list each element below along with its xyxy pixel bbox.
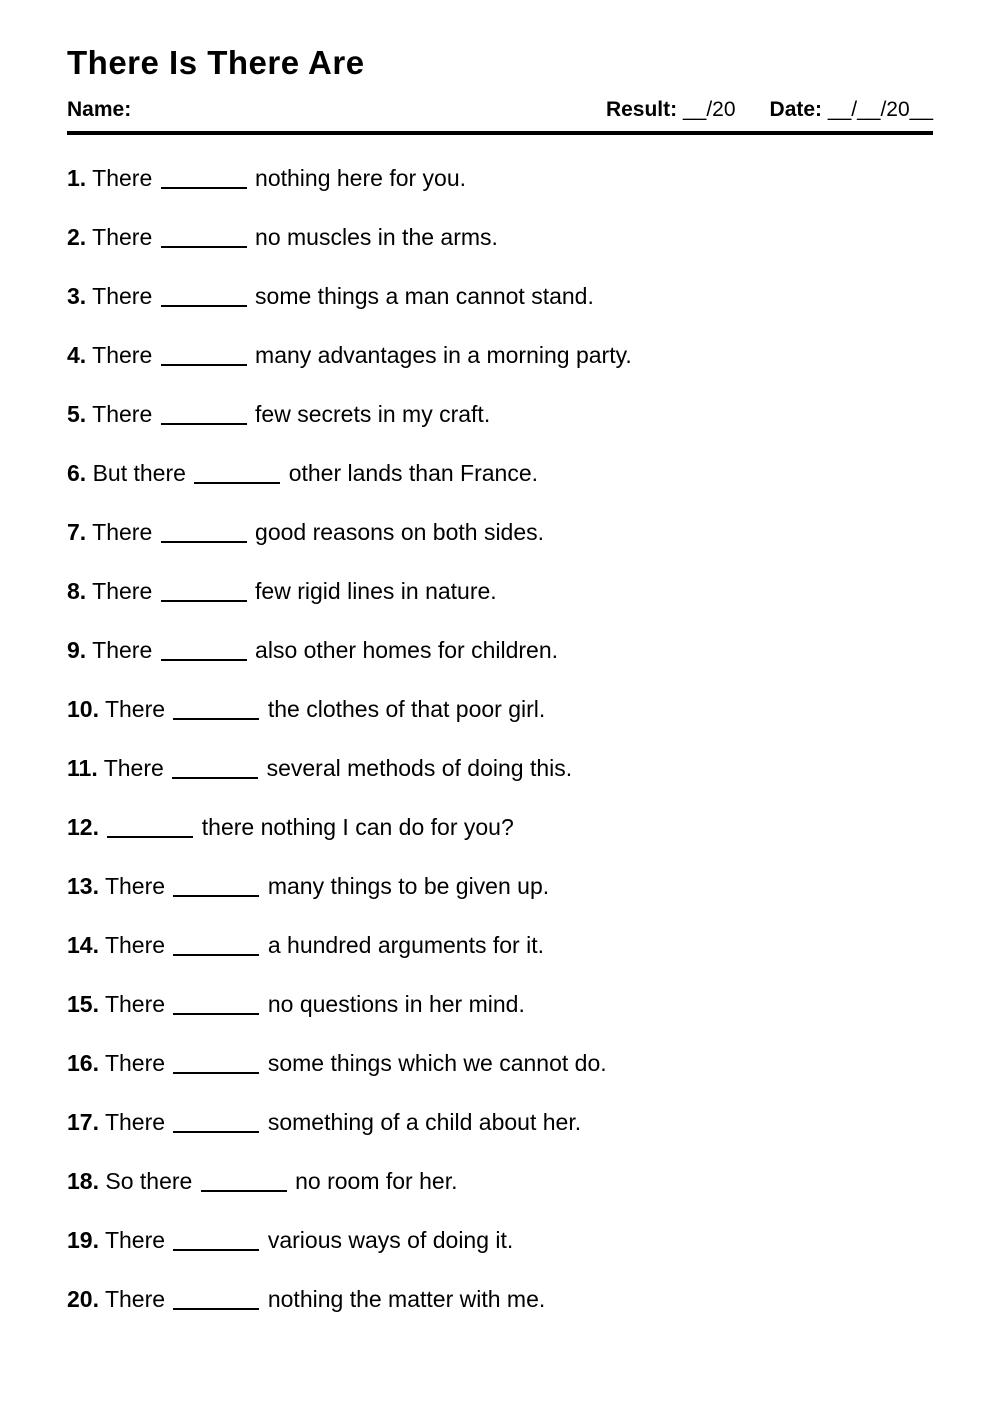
item-text-before: There: [104, 991, 166, 1017]
item-text-after: the clothes of that poor girl.: [267, 696, 546, 722]
exercise-item: [67, 579, 933, 603]
answer-blank[interactable]: [173, 877, 259, 897]
item-text-after: several methods of doing this.: [266, 755, 573, 781]
item-text-before: But there: [92, 460, 186, 486]
answer-blank[interactable]: [173, 1290, 259, 1310]
answer-blank[interactable]: [173, 995, 259, 1015]
item-text-before: There: [104, 932, 166, 958]
item-text-after: there nothing I can do for you?: [201, 814, 514, 840]
exercise-item: [67, 992, 933, 1016]
header-meta-right: [606, 98, 933, 122]
item-text-before: There: [103, 755, 164, 781]
item-text-after: also other homes for children.: [255, 637, 559, 663]
item-number: 2.: [67, 224, 87, 250]
result-label: Result:: [605, 98, 678, 121]
exercise-item: [67, 638, 933, 662]
item-text-after: nothing here for you.: [255, 165, 467, 191]
item-number: 7.: [67, 519, 87, 545]
item-text-before: There: [104, 696, 166, 722]
item-text-after: nothing the matter with me.: [267, 1286, 546, 1312]
item-text-after: few secrets in my craft.: [255, 401, 491, 427]
item-text-after: no muscles in the arms.: [255, 224, 498, 250]
exercise-item: [67, 343, 933, 367]
exercise-item: [67, 1110, 933, 1134]
item-number: 10.: [67, 696, 99, 722]
item-number: 6.: [67, 460, 87, 486]
item-number: 15.: [67, 991, 99, 1017]
header-meta-row: [67, 98, 933, 135]
item-number: 18.: [67, 1168, 99, 1194]
item-number: 11.: [67, 755, 98, 781]
date-label: Date:: [769, 98, 823, 121]
item-text-before: There: [92, 283, 153, 309]
exercise-item: [67, 815, 933, 839]
exercise-item: [67, 520, 933, 544]
answer-blank[interactable]: [161, 405, 247, 425]
item-number: 16.: [67, 1050, 99, 1076]
exercise-item: [67, 166, 933, 190]
item-number: 13.: [67, 873, 99, 899]
answer-blank[interactable]: [194, 464, 280, 484]
answer-blank[interactable]: [161, 346, 247, 366]
item-text-before: There: [104, 1227, 166, 1253]
item-text-after: something of a child about her.: [267, 1109, 582, 1135]
item-text-before: So there: [105, 1168, 193, 1194]
exercise-item: [67, 1051, 933, 1075]
item-text-after: many advantages in a morning party.: [255, 342, 632, 368]
item-number: 20.: [67, 1286, 99, 1312]
exercise-item: [67, 284, 933, 308]
answer-blank[interactable]: [172, 759, 258, 779]
item-text-before: There: [92, 342, 153, 368]
answer-blank[interactable]: [161, 287, 247, 307]
result-field: [606, 98, 736, 122]
item-number: 4.: [67, 342, 87, 368]
item-number: 1.: [67, 165, 87, 191]
item-number: 8.: [67, 578, 87, 604]
item-text-after: good reasons on both sides.: [255, 519, 545, 545]
item-number: 5.: [67, 401, 87, 427]
answer-blank[interactable]: [161, 582, 247, 602]
item-text-after: no room for her.: [295, 1168, 458, 1194]
item-text-before: There: [92, 165, 153, 191]
item-number: 17.: [67, 1109, 99, 1135]
item-text-after: other lands than France.: [288, 460, 539, 486]
item-text-after: many things to be given up.: [267, 873, 550, 899]
answer-blank[interactable]: [201, 1172, 287, 1192]
answer-blank[interactable]: [173, 1113, 259, 1133]
answer-blank[interactable]: [161, 169, 247, 189]
item-text-before: There: [92, 637, 153, 663]
exercise-item: [67, 874, 933, 898]
exercise-list: [67, 166, 933, 1311]
page-title: There Is There Are: [67, 44, 365, 81]
exercise-item: [67, 461, 933, 485]
item-number: 3.: [67, 283, 87, 309]
exercise-item: [67, 756, 933, 780]
answer-blank[interactable]: [161, 641, 247, 661]
answer-blank[interactable]: [173, 1054, 259, 1074]
date-value: __/__/20__: [827, 98, 933, 121]
exercise-item: [67, 1228, 933, 1252]
answer-blank[interactable]: [173, 936, 259, 956]
item-text-after: some things a man cannot stand.: [255, 283, 594, 309]
result-value: __/20: [682, 98, 736, 121]
item-text-before: There: [92, 578, 153, 604]
item-text-before: There: [92, 519, 153, 545]
exercise-item: [67, 225, 933, 249]
exercise-item: [67, 1287, 933, 1311]
item-number: 19.: [67, 1227, 99, 1253]
exercise-item: [67, 402, 933, 426]
item-text-after: various ways of doing it.: [267, 1227, 514, 1253]
item-text-before: There: [92, 224, 153, 250]
item-number: 14.: [67, 932, 99, 958]
item-number: 12.: [67, 814, 99, 840]
item-text-before: There: [104, 1050, 166, 1076]
exercise-item: [67, 933, 933, 957]
item-text-after: no questions in her mind.: [267, 991, 525, 1017]
item-text-after: some things which we cannot do.: [267, 1050, 607, 1076]
answer-blank[interactable]: [161, 523, 247, 543]
item-text-after: few rigid lines in nature.: [255, 578, 497, 604]
item-text-after: a hundred arguments for it.: [267, 932, 545, 958]
item-text-before: There: [104, 873, 166, 899]
answer-blank[interactable]: [161, 228, 247, 248]
answer-blank[interactable]: [173, 1231, 259, 1251]
answer-blank[interactable]: [173, 700, 259, 720]
item-text-before: There: [104, 1286, 166, 1312]
exercise-item: [67, 1169, 933, 1193]
answer-blank[interactable]: [107, 818, 193, 838]
item-number: 9.: [67, 637, 87, 663]
exercise-item: [67, 697, 933, 721]
name-label: Name:: [67, 98, 132, 121]
item-text-before: There: [92, 401, 153, 427]
date-field: [770, 98, 933, 122]
item-text-before: There: [104, 1109, 166, 1135]
